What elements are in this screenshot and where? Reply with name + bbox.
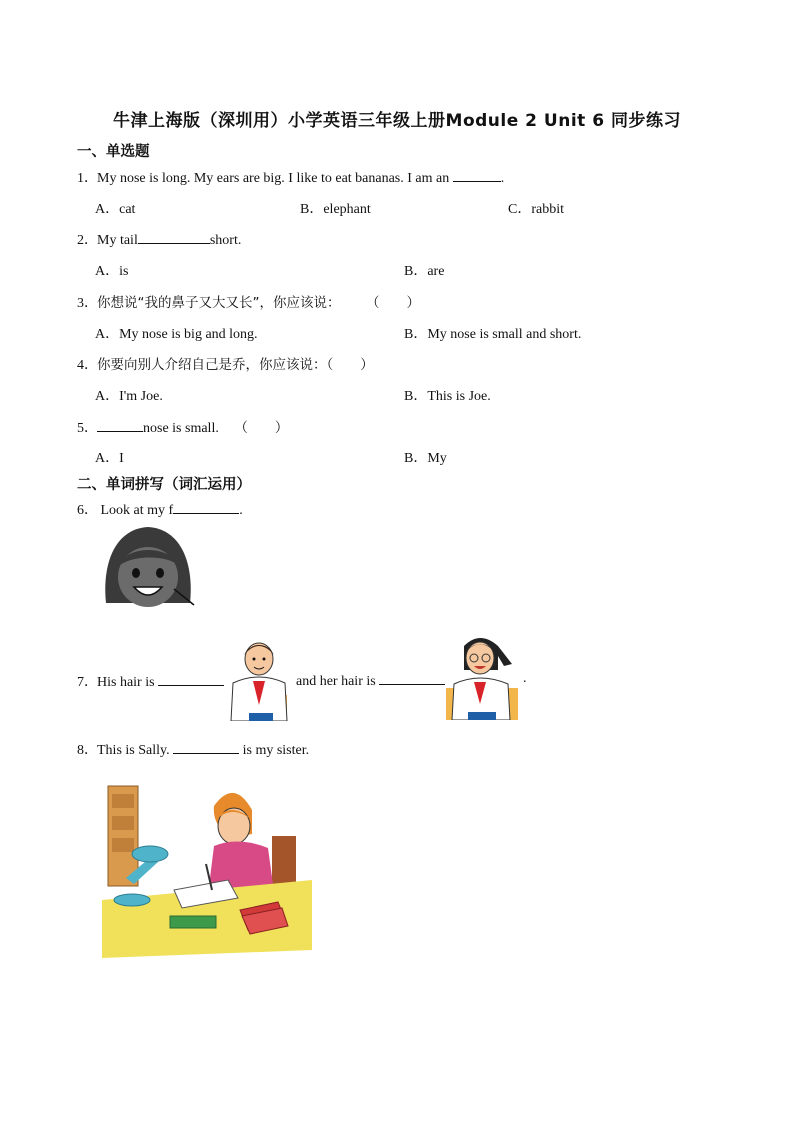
page-title: 牛津上海版（深圳用）小学英语三年级上册Module 2 Unit 6 同步练习 xyxy=(113,111,681,131)
question-3: 3．你想说“我的鼻子又大又长”，你应该说： （ ） xyxy=(77,295,420,311)
answer-blank[interactable] xyxy=(158,672,224,686)
answer-blank[interactable] xyxy=(173,500,239,514)
question-5: 5． nose is small. （ ） xyxy=(77,420,289,436)
question-6: 6． Look at my f . xyxy=(77,499,243,519)
face-illustration xyxy=(100,525,200,609)
option-c[interactable]: C．rabbit xyxy=(508,202,564,217)
answer-blank[interactable] xyxy=(97,418,143,432)
answer-blank[interactable] xyxy=(138,230,210,244)
question-7: 7．His hair is xyxy=(77,671,224,691)
answer-blank[interactable] xyxy=(173,740,239,754)
girl-writing-at-desk-illustration xyxy=(102,782,312,958)
option-a[interactable]: A．cat xyxy=(95,202,136,217)
option-b[interactable]: B．are xyxy=(404,264,445,279)
option-b[interactable]: B．My nose is small and short. xyxy=(404,327,582,342)
answer-parentheses[interactable]: （ ） xyxy=(366,295,420,311)
option-b[interactable]: B．elephant xyxy=(300,202,371,217)
question-7-end: . xyxy=(523,671,527,686)
option-a[interactable]: A．I xyxy=(95,451,124,466)
option-b[interactable]: B．This is Joe. xyxy=(404,389,491,404)
question-1: 1．My nose is long. My ears are big. I like to eat bananas. I am an . xyxy=(77,167,504,187)
answer-blank[interactable] xyxy=(453,168,501,182)
question-4: 4．你要向别人介绍自己是乔，你应该说：（ ） xyxy=(77,357,374,373)
question-2: 2．My tail short. xyxy=(77,229,241,249)
boy-short-hair-illustration xyxy=(225,635,291,721)
section-heading-spelling: 二、单词拼写（词汇运用） xyxy=(77,477,251,493)
question-1-text: My nose is long. My ears are big. I like to eat bananas. I am an xyxy=(97,171,450,186)
question-8: 8．This is Sally. is my sister. xyxy=(77,739,309,759)
girl-long-hair-illustration xyxy=(446,630,518,720)
option-b[interactable]: B．My xyxy=(404,451,447,466)
answer-parentheses[interactable]: （ ） xyxy=(234,420,289,436)
option-a[interactable]: A．is xyxy=(95,264,129,279)
option-a[interactable]: A．My nose is big and long. xyxy=(95,327,258,342)
section-heading-multiple-choice: 一、单选题 xyxy=(77,144,150,160)
question-7-continued: and her hair is xyxy=(296,671,445,690)
option-a[interactable]: A．I'm Joe. xyxy=(95,389,163,404)
answer-blank[interactable] xyxy=(379,671,445,685)
